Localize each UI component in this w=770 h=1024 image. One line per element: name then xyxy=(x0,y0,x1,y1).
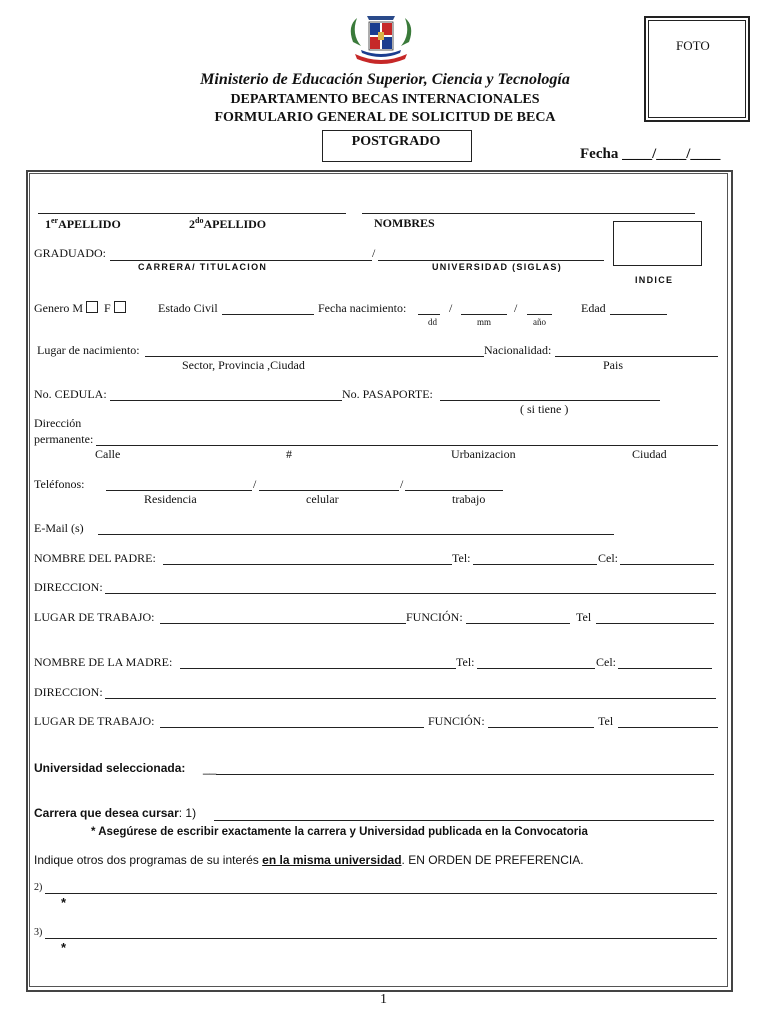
father-tel2-field[interactable] xyxy=(596,623,714,624)
university-caption: UNIVERSIDAD (SIGLAS) xyxy=(432,262,563,272)
coat-of-arms-emblem xyxy=(343,12,419,68)
graduate-label: GRADUADO: xyxy=(34,246,106,260)
nationality-label: Nacionalidad: xyxy=(484,343,552,357)
age-label: Edad xyxy=(581,301,606,315)
street-caption: Calle xyxy=(95,447,121,461)
father-function-label: FUNCIÓN: xyxy=(406,610,463,624)
birthplace-field[interactable] xyxy=(145,356,484,357)
urbanization-caption: Urbanizacion xyxy=(451,447,516,461)
number-caption: # xyxy=(286,447,292,461)
career-option-2-field[interactable] xyxy=(45,893,717,894)
father-cel-field[interactable] xyxy=(620,564,714,565)
father-workplace-label: LUGAR DE TRABAJO: xyxy=(34,610,155,624)
index-box[interactable] xyxy=(613,221,702,266)
father-workplace-field[interactable] xyxy=(160,623,406,624)
birthplace-caption: Sector, Provincia ,Ciudad xyxy=(182,358,305,372)
father-tel2-label: Tel xyxy=(576,610,592,624)
father-address-field[interactable] xyxy=(105,593,716,594)
age-field[interactable] xyxy=(610,314,667,315)
level-label: POSTGRADO xyxy=(351,134,441,149)
birth-sep-1: / xyxy=(449,301,453,315)
civil-status-label: Estado Civil xyxy=(158,301,218,315)
career-caption: CARRERA/ TITULACION xyxy=(138,262,268,272)
passport-field[interactable] xyxy=(440,400,660,401)
mother-tel-field[interactable] xyxy=(477,668,595,669)
mother-address-field[interactable] xyxy=(105,698,716,699)
mother-name-label: NOMBRE DE LA MADRE: xyxy=(34,655,173,669)
phone-work-field[interactable] xyxy=(405,490,503,491)
university-selected-field[interactable] xyxy=(216,774,714,775)
cedula-label: No. CEDULA: xyxy=(34,387,107,401)
phone-residence-field[interactable] xyxy=(106,490,252,491)
father-cel-label: Cel: xyxy=(598,551,618,565)
university-selected-prefix: __ xyxy=(203,761,217,775)
country-caption: Pais xyxy=(603,358,624,372)
university-selected-label: Universidad seleccionada: xyxy=(34,761,186,775)
option-3-star: * xyxy=(61,940,67,955)
mother-address-label: DIRECCION: xyxy=(34,685,103,699)
passport-if-any: ( si tiene ) xyxy=(520,402,569,416)
gender-m-checkbox[interactable] xyxy=(86,301,98,313)
mother-workplace-label: LUGAR DE TRABAJO: xyxy=(34,714,155,728)
mother-tel2-field[interactable] xyxy=(618,727,718,728)
father-function-field[interactable] xyxy=(466,623,570,624)
residence-caption: Residencia xyxy=(144,492,197,506)
father-address-label: DIRECCION: xyxy=(34,580,103,594)
page-number: 1 xyxy=(380,992,387,1007)
ministry-title: Ministerio de Educación Superior, Ciencia y Tecnología xyxy=(200,71,570,88)
phones-label: Teléfonos: xyxy=(34,477,85,491)
father-name-label: NOMBRE DEL PADRE: xyxy=(34,551,156,565)
address-field[interactable] xyxy=(96,445,718,446)
form-title: FORMULARIO GENERAL DE SOLICITUD DE BECA xyxy=(214,110,556,125)
option-2-star: * xyxy=(61,895,67,910)
mother-cel-field[interactable] xyxy=(618,668,712,669)
names-label: NOMBRES xyxy=(374,216,435,230)
email-label: E-Mail (s) xyxy=(34,521,84,535)
gender-f-label: F xyxy=(103,301,111,315)
graduate-slash: / xyxy=(372,246,376,260)
career-option-1-field[interactable] xyxy=(214,820,714,821)
gender-f-checkbox[interactable] xyxy=(114,301,126,313)
phone-cell-field[interactable] xyxy=(259,490,399,491)
date-field[interactable]: Fecha ____/____/____ xyxy=(580,146,721,162)
civil-status-field[interactable] xyxy=(222,314,314,315)
mother-tel2-label: Tel xyxy=(598,714,614,728)
father-name-field[interactable] xyxy=(163,564,452,565)
year-caption: año xyxy=(533,317,546,327)
index-caption: INDICE xyxy=(635,275,674,285)
other-programs-text: Indique otros dos programas de su interés en la misma universidad. EN ORDEN DE PREFERENCIA. xyxy=(34,853,584,867)
career-field[interactable] xyxy=(110,260,372,261)
career-note: * Asegúrese de escribir exactamente la carrera y Universidad publicada en la Convocatoria xyxy=(91,826,588,838)
career-option-3-field[interactable] xyxy=(45,938,717,939)
dd-caption: dd xyxy=(428,317,437,327)
mother-tel-label: Tel: xyxy=(456,655,475,669)
birthplace-label: Lugar de nacimiento: xyxy=(37,343,140,357)
birth-year-field[interactable] xyxy=(527,314,552,315)
cell-caption: celular xyxy=(306,492,339,506)
mother-function-field[interactable] xyxy=(488,727,594,728)
gender-label: Genero M F xyxy=(34,301,129,316)
address-label-1: Dirección xyxy=(34,416,82,430)
phone-slash-1: / xyxy=(253,477,257,491)
option-3-label: 3) xyxy=(34,927,43,938)
birth-day-field[interactable] xyxy=(418,314,440,315)
email-field[interactable] xyxy=(98,534,614,535)
photo-label: FOTO xyxy=(676,38,710,53)
career-desired-label: Carrera que desea cursar: 1) xyxy=(34,806,197,820)
father-tel-label: Tel: xyxy=(452,551,471,565)
names-line[interactable] xyxy=(362,213,695,214)
birth-month-field[interactable] xyxy=(461,314,507,315)
first-surname-label: 1erAPELLIDO xyxy=(45,216,121,231)
address-label-2: permanente: xyxy=(34,432,94,446)
father-tel-field[interactable] xyxy=(473,564,597,565)
mother-function-label: FUNCIÓN: xyxy=(428,714,485,728)
work-caption: trabajo xyxy=(452,492,486,506)
mother-workplace-field[interactable] xyxy=(160,727,424,728)
nationality-field[interactable] xyxy=(555,356,718,357)
university-field[interactable] xyxy=(378,260,604,261)
department-title: DEPARTAMENTO BECAS INTERNACIONALES xyxy=(230,92,540,107)
surnames-line[interactable] xyxy=(38,213,346,214)
city-caption: Ciudad xyxy=(632,447,667,461)
mother-name-field[interactable] xyxy=(180,668,456,669)
mm-caption: mm xyxy=(477,317,492,327)
mother-cel-label: Cel: xyxy=(596,655,616,669)
option-2-label: 2) xyxy=(34,882,43,893)
passport-label: No. PASAPORTE: xyxy=(342,387,433,401)
cedula-field[interactable] xyxy=(110,400,342,401)
birth-date-label: Fecha nacimiento: xyxy=(318,301,407,315)
phone-slash-2: / xyxy=(400,477,404,491)
birth-sep-2: / xyxy=(514,301,518,315)
second-surname-label: $2^{do}APELLIDO$ xyxy=(189,216,267,231)
